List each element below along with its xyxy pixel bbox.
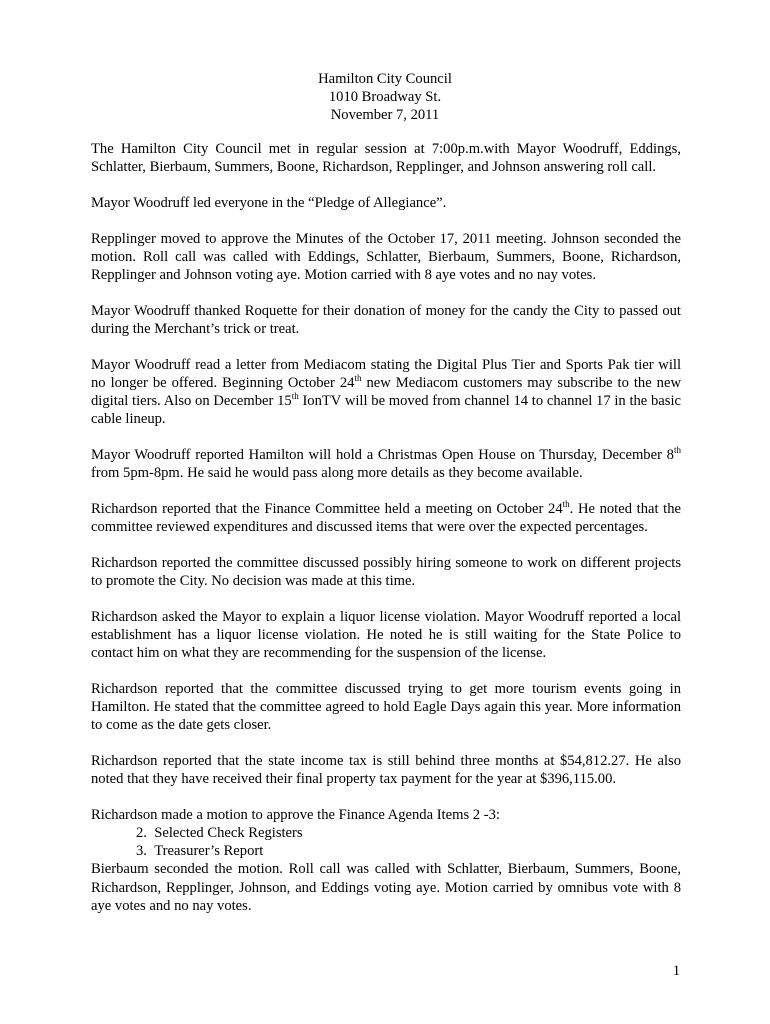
roll-call-paragraph: The Hamilton City Council met in regular session at 7:00p.m.with Mayor Woodruff, Eddings, Schlatter, Bierbaum, Summers, Boone, Richardson, Repplinger, and Johnson answering roll call. bbox=[91, 141, 681, 176]
ordinal-suffix: th bbox=[291, 391, 299, 402]
pledge-paragraph: Mayor Woodruff led everyone in the “Pledge of Allegiance”. bbox=[91, 194, 447, 211]
liquor-license-paragraph: Richardson asked the Mayor to explain a liquor license violation. Mayor Woodruff reported a local establishment has a liquor license violation. He noted he is still waiting for the State Police to contact him on what they are recommending for the suspension of the license. bbox=[91, 608, 681, 662]
council-address: 1010 Broadway St. bbox=[328, 89, 442, 106]
document-header bbox=[0, 70, 770, 125]
donation-paragraph: Mayor Woodruff thanked Roquette for their donation of money for the candy the City to passed out during the Merchant’s trick or treat. bbox=[91, 302, 681, 337]
open-house-text-1: Mayor Woodruff reported Hamilton will hold a Christmas Open House on Thursday, December 8 bbox=[91, 446, 674, 463]
mediacom-text-1: Mayor Woodruff read a letter from Mediacom stating the Digital Plus Tier and Sports Pak tier will no longer be offered. Beginning October 24 bbox=[91, 356, 681, 391]
page-number: 1 bbox=[672, 963, 680, 979]
finance-meeting-text-1: Richardson reported that the Finance Committee held a meeting on October 24 bbox=[91, 500, 563, 517]
agenda-items-list bbox=[91, 824, 681, 860]
finance-meeting-text-2: . He noted that the committee reviewed expenditures and discussed items that were over the expected percentages. bbox=[91, 500, 681, 536]
hiring-paragraph: Richardson reported the committee discussed possibly hiring someone to work on different projects to promote the City. No decision was made at this time. bbox=[91, 554, 681, 589]
item-label: Selected Check Registers bbox=[154, 824, 303, 841]
mediacom-text-2: new Mediacom customers may subscribe to the new digital tiers. Also on December 15 bbox=[91, 374, 681, 410]
finance-motion-paragraph: Richardson made a motion to approve the Finance Agenda Items 2 -3: bbox=[91, 806, 500, 823]
ordinal-suffix: th bbox=[354, 372, 362, 383]
list-item bbox=[136, 842, 681, 860]
mediacom-paragraph bbox=[91, 356, 681, 429]
omnibus-vote-paragraph: Bierbaum seconded the motion. Roll call was called with Schlatter, Bierbaum, Summers, Boone, Richardson, Repplinger, Johnson, and Eddings voting aye. Motion carried by omnibus vote with 8 aye votes and no nay votes. bbox=[91, 861, 681, 914]
tourism-paragraph: Richardson reported that the committee discussed trying to get more tourism events going in Hamilton. He stated that the committee agreed to hold Eagle Days again this year. More information to come as the date gets closer. bbox=[91, 680, 681, 734]
item-number: 3. bbox=[136, 843, 147, 860]
item-number: 2. bbox=[136, 824, 147, 841]
council-name: Hamilton City Council bbox=[318, 71, 452, 87]
minutes-approval-paragraph: Repplinger moved to approve the Minutes of the October 17, 2011 meeting. Johnson seconded the motion. Roll call was called with Eddings, Schlatter, Bierbaum, Summers, Boone, Richardson, Repplinger and Johnson voting aye. Motion carried with 8 aye votes and no nay votes. bbox=[91, 230, 681, 284]
meeting-date: November 7, 2011 bbox=[330, 107, 440, 124]
ordinal-suffix: th bbox=[673, 445, 681, 456]
open-house-text-2: from 5pm-8pm. He said he would pass along more details as they become available. bbox=[91, 465, 583, 482]
open-house-paragraph bbox=[91, 446, 681, 482]
mediacom-text-3: IonTV will be moved from channel 14 to channel 17 in the basic cable lineup. bbox=[91, 393, 681, 428]
income-tax-paragraph: Richardson reported that the state income tax is still behind three months at $54,812.27. He also noted that they have received their final property tax payment for the year at $396,115.00. bbox=[91, 752, 681, 788]
item-label: Treasurer’s Report bbox=[154, 843, 264, 860]
minutes-body bbox=[91, 140, 681, 933]
finance-meeting-paragraph bbox=[91, 500, 681, 536]
ordinal-suffix: th bbox=[562, 498, 570, 509]
list-item bbox=[136, 824, 681, 842]
